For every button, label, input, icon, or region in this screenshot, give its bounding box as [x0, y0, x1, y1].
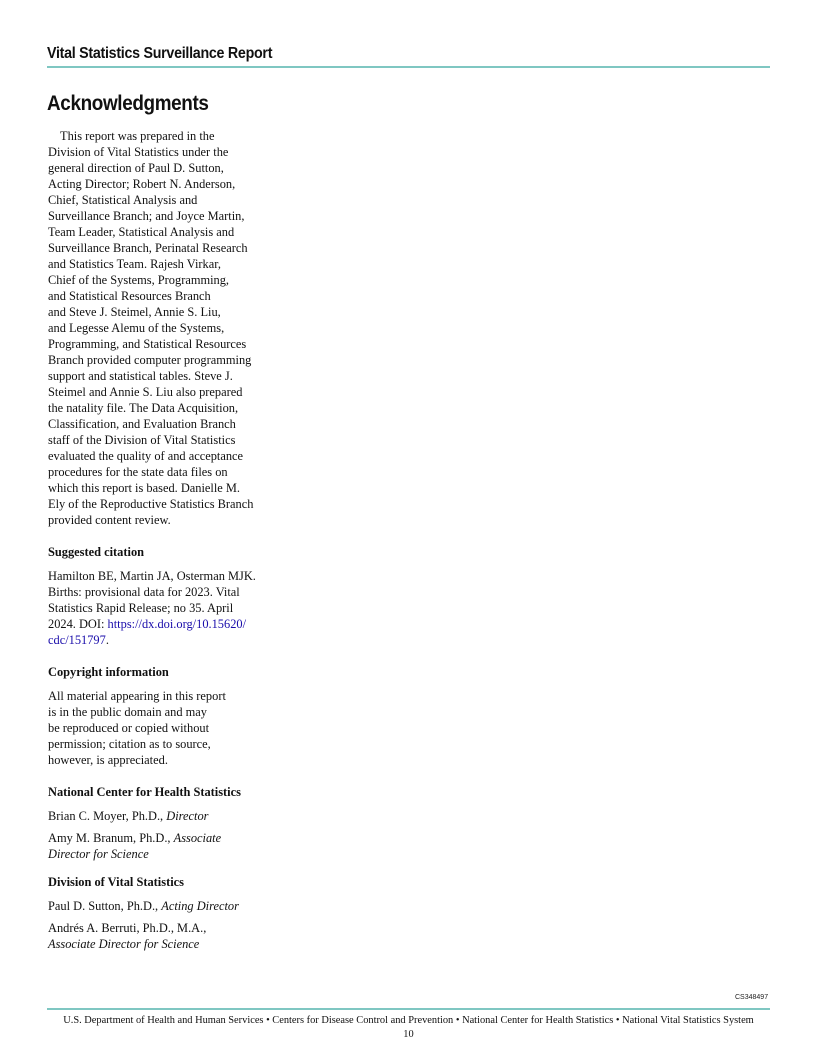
- nchs-director: [48, 808, 280, 824]
- nchs-heading: National Center for Health Statistics: [48, 785, 241, 799]
- acknowledgments-column: [48, 90, 280, 952]
- person-name: Paul D. Sutton, Ph.D.,: [48, 899, 162, 913]
- person-role: Associate Director for Science: [48, 937, 200, 951]
- job-code: CS348497: [735, 994, 769, 1001]
- copyright-text: All material appearing in this report is in the public domain and may be reproduced or copied without permission; citation as to source, however, is appreciated.: [48, 689, 226, 767]
- footer-agencies: U.S. Department of Health and Human Services • Centers for Disease Control and Prevention • National Center for Health Statistics • National Vital Statistics System: [63, 1015, 754, 1026]
- footer-divider: [47, 1008, 770, 1010]
- report-series-title: Vital Statistics Surveillance Report: [47, 45, 273, 62]
- header-divider: [47, 66, 770, 68]
- dvs-associate-director: [48, 920, 280, 952]
- dvs-heading: Division of Vital Statistics: [48, 875, 184, 889]
- person-name: Brian C. Moyer, Ph.D.,: [48, 809, 167, 823]
- person-role: Director: [166, 809, 209, 823]
- page-number: 10: [403, 1029, 414, 1040]
- acknowledgments-heading: Acknowledgments: [47, 92, 209, 115]
- nchs-associate-director: [48, 830, 280, 862]
- citation-period: .: [105, 633, 109, 647]
- citation-body: Hamilton BE, Martin JA, Osterman MJK. Births: provisional data for 2023. Vital Statistics Rapid Release; no 35. April 2024. DOI:: [48, 569, 256, 631]
- citation-heading: Suggested citation: [48, 545, 145, 559]
- acknowledgments-body: This report was prepared in the Division of Vital Statistics under the general direction of Paul D. Sutton, Acting Director; Robert N. Anderson, Chief, Statistical Analysis and Surveillance Branch; and Joyce Martin, Team Leader, Statistical Analysis and Surveillance Branch, Perinatal Research and Statistics Team. Rajesh Virkar, Chief of the Systems, Programming, and Statistical Resources Branch and Steve J. Steimel, Annie S. Liu, and Legesse Alemu of the Systems, Programming, and Statistical Resources Branch provided computer programming support and statistical tables. Steve J. Steimel and Annie S. Liu also prepared the natality file. The Data Acquisition, Classification, and Evaluation Branch staff of the Division of Vital Statistics evaluated the quality of and acceptance procedures for the state data files on which this report is based. Danielle M. Ely of the Reproductive Statistics Branch provided content review.: [48, 129, 254, 527]
- person-name: Amy M. Branum, Ph.D.,: [48, 831, 174, 845]
- person-role: Acting Director: [161, 899, 239, 913]
- citation-text: [48, 568, 280, 648]
- doi-link[interactable]: https://dx.doi.org/10.15620/ cdc/151797: [48, 617, 247, 647]
- person-name: Andrés A. Berruti, Ph.D., M.A.,: [48, 921, 207, 935]
- person-role: Associate Director for Science: [48, 831, 222, 861]
- copyright-heading: Copyright information: [48, 665, 169, 679]
- dvs-acting-director: [48, 898, 280, 914]
